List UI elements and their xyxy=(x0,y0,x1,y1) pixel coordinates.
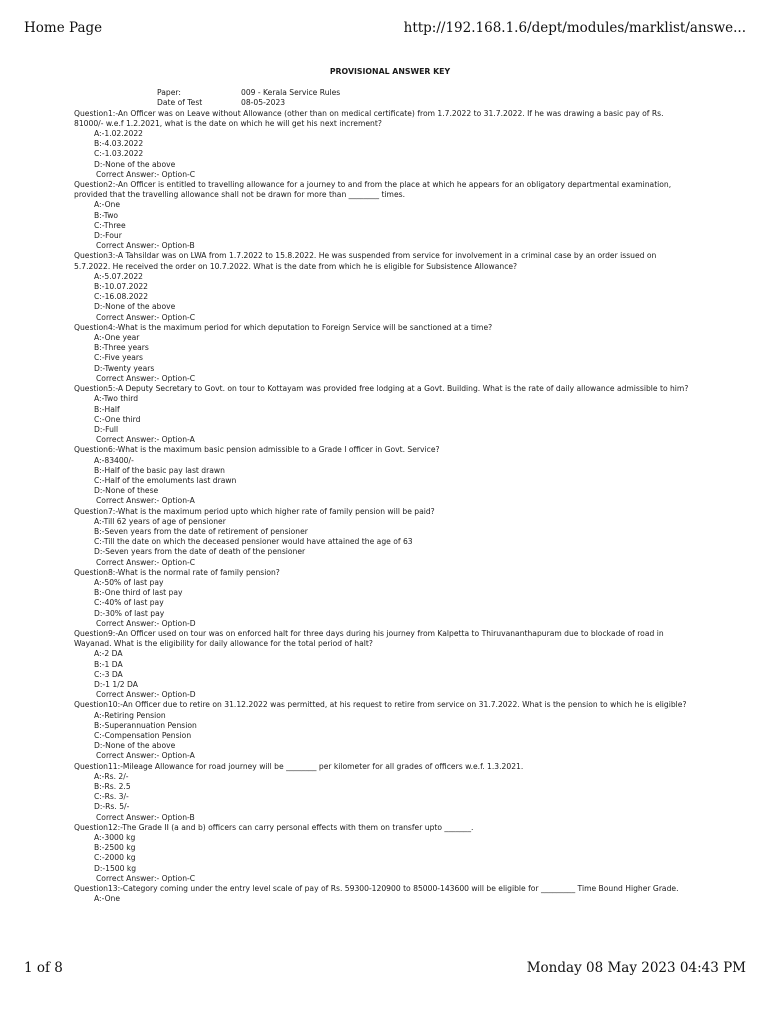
answer-option: C:-Till the date on which the deceased pensioner would have attained the age of 63 xyxy=(94,537,413,547)
answer-option: C:-Compensation Pension xyxy=(94,731,192,740)
question-text: Question8:-What is the normal rate of family pension? xyxy=(74,567,280,577)
answer-option: C:-16.08.2022 xyxy=(94,292,149,302)
answer-option: D:-None of the above xyxy=(94,302,176,312)
answer-option: B:-2500 kg xyxy=(94,843,136,853)
question-block xyxy=(74,323,694,384)
answer-option: A:-One xyxy=(94,894,121,904)
correct-answer: Correct Answer:- Option-C xyxy=(96,557,196,567)
answer-option: C:-1.03.2022 xyxy=(94,149,144,159)
meta-label: Paper: xyxy=(157,88,181,98)
answer-option: C:-40% of last pay xyxy=(94,598,164,608)
correct-answer: Correct Answer:- Option-A xyxy=(96,435,195,445)
correct-answer: Correct Answer:- Option-D xyxy=(96,618,196,628)
question-block xyxy=(74,629,694,700)
question-block xyxy=(74,884,694,904)
answer-key-document xyxy=(74,67,694,904)
answer-option: B:-Seven years from the date of retirement of pensioner xyxy=(94,526,308,536)
header-page-title: Home Page xyxy=(24,20,103,36)
question-block xyxy=(74,445,694,506)
question-text: Question13:-Category coming under the entry level scale of pay of Rs. 59300-120900 to 85000-143600 will be eligible for _________ Time Bound Higher Grade. xyxy=(74,884,679,894)
question-block xyxy=(74,823,694,884)
question-text: Question2:-An Officer is entitled to travelling allowance for a journey to and from the place at which he appears for an obligatory departmental examination, provided that the travelling allowance shall not be drawn for more than ________ times. xyxy=(74,180,672,200)
question-block xyxy=(74,507,694,568)
correct-answer: Correct Answer:- Option-C xyxy=(96,373,196,383)
question-block xyxy=(74,251,694,322)
footer-timestamp: Monday 08 May 2023 04:43 PM xyxy=(526,960,746,976)
answer-option: B:-Three years xyxy=(94,343,149,353)
question-text: Question3:-A Tahsildar was on LWA from 1.7.2022 to 15.8.2022. He was suspended from service for involvement in a criminal case by an order issued on 5.7.2022. He received the order on 10.7.2022. What is the date from which he is eligible for Subsistence Allowance? xyxy=(74,251,657,271)
answer-option: A:-Rs. 2/- xyxy=(94,771,129,781)
answer-option: A:-One year xyxy=(94,333,140,343)
answer-option: D:-Four xyxy=(94,231,122,241)
answer-option: B:-Half xyxy=(94,404,120,414)
correct-answer: Correct Answer:- Option-C xyxy=(96,312,196,322)
correct-answer: Correct Answer:- Option-C xyxy=(96,873,196,883)
answer-option: D:-1500 kg xyxy=(94,863,137,873)
answer-option: B:-One third of last pay xyxy=(94,588,183,598)
answer-option: D:-None of the above xyxy=(94,741,176,751)
answer-option: A:-1.02.2022 xyxy=(94,129,144,139)
answer-option: C:-Rs. 3/- xyxy=(94,792,129,802)
answer-option: B:-Rs. 2.5 xyxy=(94,782,131,792)
answer-option: A:-Two third xyxy=(94,394,139,404)
question-text: Question9:-An Officer used on tour was on enforced halt for three days during his journey from Kalpetta to Thiruvananthapuram due to blockade of road in Wayanad. What is the eligibility for daily allowance for the total period of halt? xyxy=(74,628,664,649)
answer-option: A:-5.07.2022 xyxy=(94,271,144,281)
answer-option: D:-Seven years from the date of death of the pensioner xyxy=(94,547,306,557)
correct-answer: Correct Answer:- Option-C xyxy=(96,169,196,179)
answer-option: A:-2 DA xyxy=(94,649,123,659)
answer-option: C:-Half of the emoluments last drawn xyxy=(94,475,237,485)
answer-option: B:-Superannuation Pension xyxy=(94,720,197,730)
question-text: Question5:-A Deputy Secretary to Govt. on tour to Kottayam was provided free lodging at a Govt. Building. What is the rate of daily allowance admissible to him? xyxy=(74,384,689,394)
answer-option: D:-1 1/2 DA xyxy=(94,679,138,689)
question-text: Question10:-An Officer due to retire on 31.12.2022 was permitted, at his request to retire from service on 31.7.2022. What is the pension to which he is eligible? xyxy=(74,700,687,710)
question-list xyxy=(74,109,694,905)
question-text: Question6:-What is the maximum basic pension admissible to a Grade I officer in Govt. Service? xyxy=(74,445,440,455)
answer-option: D:-Twenty years xyxy=(94,363,155,373)
correct-answer: Correct Answer:- Option-A xyxy=(96,496,195,506)
header-url: http://192.168.1.6/dept/modules/marklist/answe... xyxy=(403,20,746,36)
answer-option: C:-Five years xyxy=(94,353,144,363)
answer-option: A:-3000 kg xyxy=(94,833,136,843)
answer-option: D:-None of the above xyxy=(94,159,176,169)
question-block xyxy=(74,109,694,180)
answer-option: A:-One xyxy=(94,200,121,210)
question-text: Question12:-The Grade II (a and b) officers can carry personal effects with them on transfer upto _______. xyxy=(74,822,474,832)
answer-option: B:-1 DA xyxy=(94,659,123,669)
question-block xyxy=(74,384,694,445)
question-text: Question1:-An Officer was on Leave without Allowance (other than on medical certificate) from 1.7.2022 to 31.7.2022. If he was drawing a basic pay of Rs. 81000/- w.e.f 1.2.2021, what is the date on which he will get his next increment? xyxy=(74,108,664,128)
meta-row xyxy=(74,88,694,98)
answer-option: D:-None of these xyxy=(94,486,159,496)
answer-option: C:-2000 kg xyxy=(94,853,136,863)
answer-option: D:-30% of last pay xyxy=(94,608,165,618)
answer-option: C:-3 DA xyxy=(94,669,123,679)
answer-option: B:-Two xyxy=(94,210,119,220)
answer-option: C:-One third xyxy=(94,414,141,424)
question-text: Question11:-Mileage Allowance for road journey will be ________ per kilometer for all grades of officers w.e.f. 1.3.2021. xyxy=(74,761,524,771)
meta-row xyxy=(74,98,694,108)
meta-value: 009 - Kerala Service Rules xyxy=(241,88,341,98)
meta-label: Date of Test xyxy=(157,98,203,108)
document-meta xyxy=(74,88,694,108)
browser-print-header xyxy=(24,20,746,36)
answer-option: C:-Three xyxy=(94,220,126,230)
document-title: PROVISIONAL ANSWER KEY xyxy=(329,67,451,76)
answer-option: A:-Retiring Pension xyxy=(94,710,166,720)
question-block xyxy=(74,762,694,823)
footer-page-count: 1 of 8 xyxy=(24,960,63,976)
question-block xyxy=(74,180,694,251)
question-text: Question4:-What is the maximum period for which deputation to Foreign Service will be sanctioned at a time? xyxy=(74,322,493,332)
question-text: Question7:-What is the maximum period upto which higher rate of family pension will be paid? xyxy=(74,506,435,516)
answer-option: A:-50% of last pay xyxy=(94,577,164,587)
correct-answer: Correct Answer:- Option-B xyxy=(96,812,195,822)
correct-answer: Correct Answer:- Option-D xyxy=(96,690,196,700)
answer-option: A:-83400/- xyxy=(94,455,134,465)
answer-option: B:-4.03.2022 xyxy=(94,139,144,149)
correct-answer: Correct Answer:- Option-A xyxy=(96,751,195,761)
answer-option: B:-Half of the basic pay last drawn xyxy=(94,465,225,475)
answer-option: D:-Rs. 5/- xyxy=(94,802,130,812)
answer-option: D:-Full xyxy=(94,424,119,434)
meta-value: 08-05-2023 xyxy=(241,98,286,108)
browser-print-footer xyxy=(24,960,746,976)
answer-option: B:-10.07.2022 xyxy=(94,282,148,292)
correct-answer: Correct Answer:- Option-B xyxy=(96,241,195,251)
question-block xyxy=(74,568,694,629)
question-block xyxy=(74,700,694,761)
answer-option: A:-Till 62 years of age of pensioner xyxy=(94,516,226,526)
